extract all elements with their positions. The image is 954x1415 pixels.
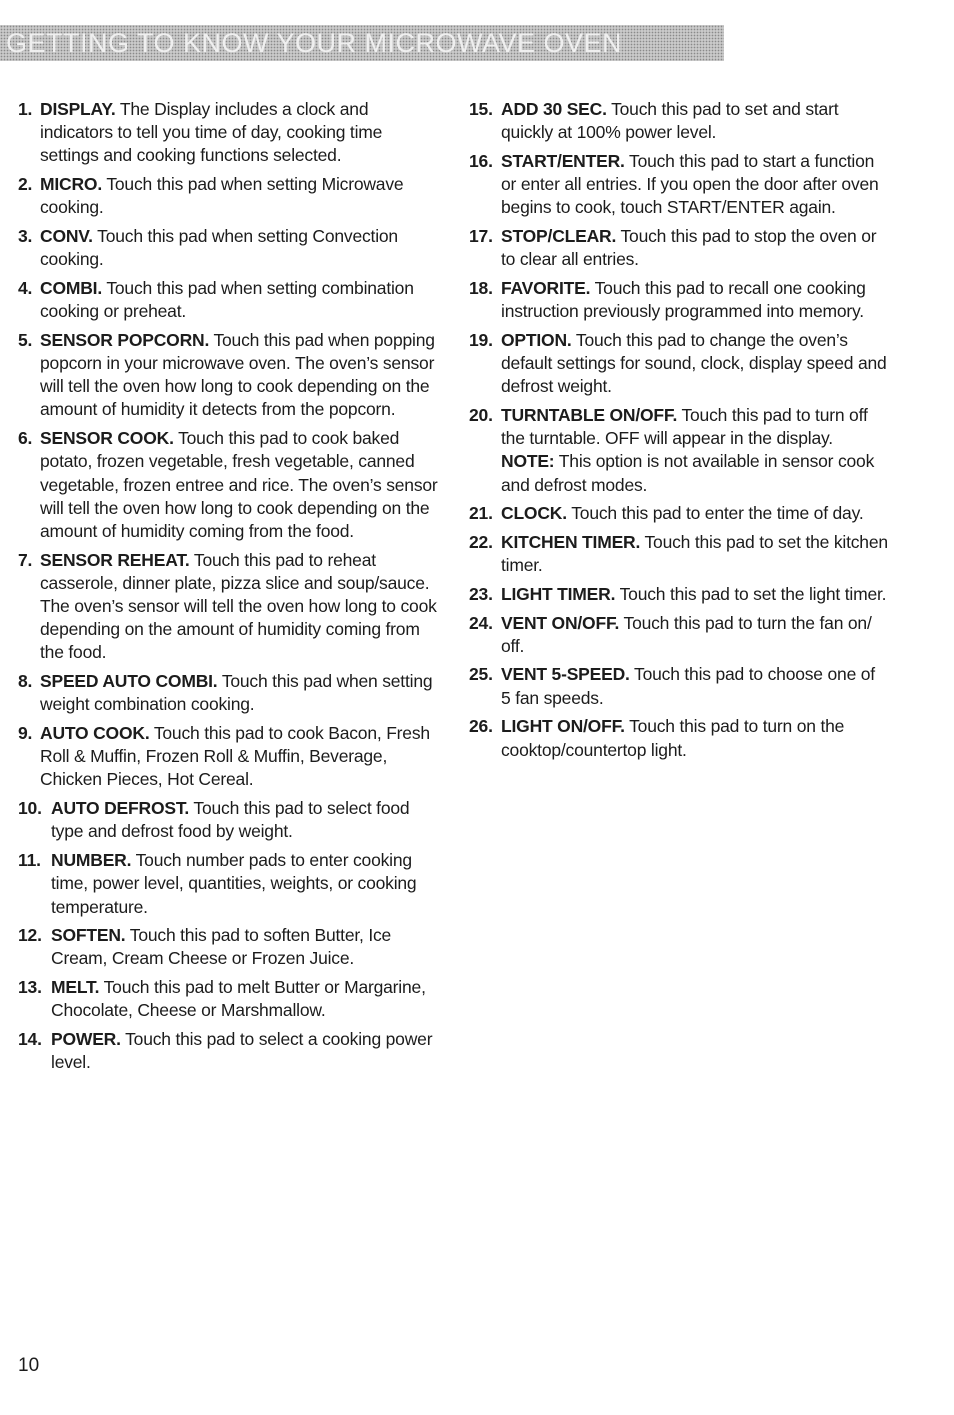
item-description: Touch this pad to change the oven’s default settings for sound, clock, display speed and defrost weight. (501, 329, 887, 397)
feature-item (469, 583, 889, 606)
item-label: SOFTEN. (51, 925, 126, 946)
item-label: LIGHT ON/OFF. (501, 716, 625, 737)
feature-item (469, 502, 889, 525)
note-text: This option is not available in sensor cook and defrost modes. (501, 451, 875, 495)
item-number: 10. (18, 798, 42, 819)
item-description: Touch this pad to stop the oven or to clear all entries. (501, 226, 877, 270)
item-description: Touch this pad when popping popcorn in your microwave oven. The oven’s sensor will tell the oven how long to cook depending on the amount of humidity it detects from the popcorn. (40, 329, 435, 420)
item-number: 14. (18, 1029, 42, 1050)
item-number: 20. (469, 404, 493, 425)
item-number: 11. (18, 850, 41, 871)
item-description: Touch this pad when setting Microwave cooking. (40, 174, 404, 218)
feature-item (18, 329, 438, 422)
item-number: 19. (469, 329, 493, 350)
feature-list-right (469, 98, 889, 767)
note-label: NOTE: (501, 451, 555, 472)
item-description: Touch this pad to set the kitchen timer. (501, 531, 888, 576)
item-number: 26. (469, 716, 493, 737)
item-description: Touch this pad when setting Convection cooking. (40, 226, 398, 270)
item-label: NUMBER. (51, 850, 132, 871)
item-number: 13. (18, 977, 42, 998)
item-description: Touch this pad to set and start quickly at 100% power level. (501, 99, 839, 143)
item-label: DISPLAY. (40, 99, 116, 119)
item-label: CONV. (40, 226, 93, 247)
item-number: 22. (469, 531, 493, 552)
feature-item (18, 722, 438, 792)
feature-item (18, 98, 438, 168)
item-label: AUTO DEFROST. (51, 798, 190, 819)
item-number: 15. (469, 99, 493, 119)
item-description: Touch this pad to reheat casserole, dinner plate, pizza slice and soup/sauce. The oven’s sensor will tell the oven how long to cook depending on the amount of humidity coming from the food. (40, 549, 437, 663)
item-label: OPTION. (501, 329, 572, 350)
item-description: Touch number pads to enter cooking time, power level, quantities, weights, or cooking temperature. (51, 850, 417, 917)
item-number: 6. (18, 428, 33, 449)
item-number: 24. (469, 612, 493, 633)
item-number: 3. (18, 226, 33, 247)
feature-item (469, 277, 889, 323)
item-description: Touch this pad to cook Bacon, Fresh Roll & Muffin, Frozen Roll & Muffin, Beverage, Chicken Pieces, Hot Cereal. (40, 723, 430, 790)
feature-item (18, 173, 438, 219)
item-label: KITCHEN TIMER. (501, 531, 641, 552)
item-description: Touch this pad when setting combination cooking or preheat. (40, 277, 414, 322)
feature-item (18, 427, 438, 543)
item-label: ADD 30 SEC. (501, 99, 607, 119)
item-description: Touch this pad to choose one of 5 fan speeds. (501, 664, 875, 708)
item-description: Touch this pad when setting weight combination cooking. (40, 671, 433, 715)
item-label: VENT 5-SPEED. (501, 664, 630, 685)
item-label: CLOCK. (501, 503, 567, 524)
feature-list-left (18, 98, 438, 1080)
item-description: Touch this pad to turn off the turntable. OFF will appear in the display. (501, 404, 868, 449)
feature-item (18, 277, 438, 323)
item-description: Touch this pad to cook baked potato, frozen vegetable, fresh vegetable, canned vegetable, frozen entree and rice. The oven’s sensor will tell the oven how long to cook depending on the amount of humidity coming from the food. (40, 428, 438, 541)
item-number: 12. (18, 925, 42, 946)
item-description: Touch this pad to start a function or enter all entries. If you open the door after oven begins to cook, touch START/ENTER again. (501, 150, 879, 218)
section-title: GETTING TO KNOW YOUR MICROWAVE OVEN (6, 28, 623, 58)
item-label: SENSOR POPCORN. (40, 329, 210, 350)
item-label: VENT ON/OFF. (501, 612, 620, 633)
item-description: Touch this pad to turn on the cooktop/countertop light. (501, 716, 845, 760)
feature-item (469, 404, 889, 497)
page-number: 10 (18, 1355, 40, 1376)
item-description: Touch this pad to enter the time of day. (566, 503, 864, 524)
feature-item (18, 849, 438, 919)
item-description: Touch this pad to soften Butter, Ice Cream, Cream Cheese or Frozen Juice. (51, 925, 392, 969)
item-number: 16. (469, 150, 493, 171)
feature-item (18, 797, 438, 843)
item-number: 2. (18, 174, 33, 195)
item-number: 25. (469, 664, 493, 685)
feature-item (469, 150, 889, 220)
item-label: STOP/CLEAR. (501, 226, 617, 247)
item-number: 1. (18, 99, 33, 119)
item-label: SENSOR REHEAT. (40, 549, 190, 570)
item-description: The Display includes a clock and indicators to tell you time of day, cooking time settings and cooking functions selected. (40, 99, 383, 166)
feature-item (469, 98, 889, 144)
feature-item (469, 531, 889, 577)
item-label: SENSOR COOK. (40, 428, 174, 449)
item-description: Touch this pad to select a cooking power level. (51, 1029, 433, 1073)
section-header-bar (0, 25, 724, 61)
item-label: FAVORITE. (501, 277, 591, 298)
item-label: TURNTABLE ON/OFF. (501, 404, 678, 425)
item-label: COMBI. (40, 277, 102, 298)
item-label: LIGHT TIMER. (501, 583, 616, 604)
item-description: Touch this pad to recall one cooking instruction previously programmed into memory. (501, 277, 866, 322)
feature-item (469, 715, 889, 761)
item-description: Touch this pad to turn the fan on/ off. (501, 612, 872, 656)
feature-item (469, 612, 889, 658)
item-number: 9. (18, 723, 33, 744)
item-number: 21. (469, 503, 493, 524)
feature-item (18, 670, 438, 716)
feature-item (18, 1028, 438, 1074)
item-number: 23. (469, 583, 493, 604)
feature-item (18, 549, 438, 665)
feature-item (18, 924, 438, 970)
item-label: MELT. (51, 977, 100, 998)
item-number: 17. (469, 226, 493, 247)
item-number: 18. (469, 277, 493, 298)
item-label: MICRO. (40, 174, 102, 195)
feature-item (18, 225, 438, 271)
item-label: AUTO COOK. (40, 723, 150, 744)
item-description: Touch this pad to melt Butter or Margarine, Chocolate, Cheese or Marshmallow. (51, 977, 426, 1021)
item-number: 5. (18, 329, 33, 350)
item-number: 8. (18, 671, 33, 692)
item-description: Touch this pad to select food type and defrost food by weight. (51, 798, 410, 842)
item-number: 7. (18, 549, 33, 570)
feature-item (469, 225, 889, 271)
feature-item (469, 663, 889, 709)
item-label: POWER. (51, 1029, 121, 1050)
item-description: Touch this pad to set the light timer. (615, 583, 887, 604)
item-label: SPEED AUTO COMBI. (40, 671, 218, 692)
feature-item (469, 329, 889, 399)
item-number: 4. (18, 277, 33, 298)
feature-item (18, 976, 438, 1022)
item-label: START/ENTER. (501, 150, 625, 171)
